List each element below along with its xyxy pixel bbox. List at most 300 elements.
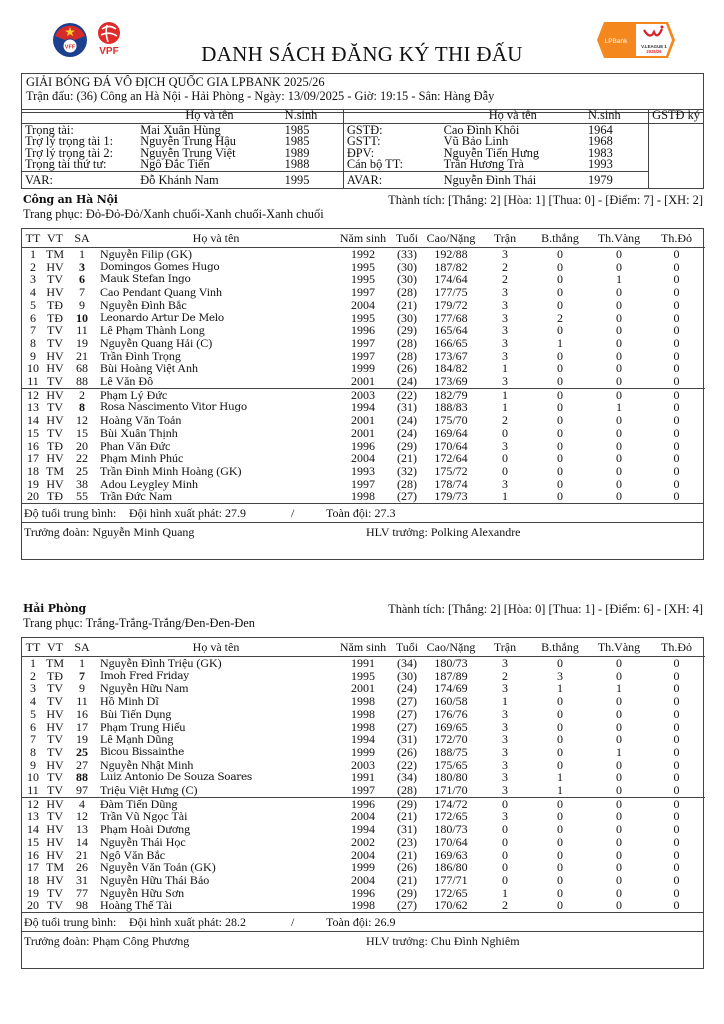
- player-red-cards: 0: [673, 694, 680, 709]
- player-height-weight: 179/72: [434, 297, 468, 312]
- player-position: TV: [47, 732, 63, 747]
- player-appearances: 3: [502, 809, 508, 824]
- player-shirt-number: 21: [76, 348, 88, 363]
- player-position: TM: [46, 463, 64, 478]
- player-yellow-cards: 0: [616, 885, 622, 900]
- official-role: Trợ lý trọng tài 1:: [25, 134, 114, 149]
- player-shirt-number: 8: [79, 400, 85, 415]
- player-age: (34): [397, 770, 417, 785]
- player-row: [22, 490, 705, 503]
- officials-header-birth2: N.sinh: [585, 110, 649, 123]
- player-number-order: 12: [22, 388, 44, 401]
- column-header: B.thắng: [530, 229, 590, 248]
- player-shirt-number: 1: [79, 656, 85, 670]
- player-shirt-number: 12: [76, 413, 88, 428]
- player-age: (28): [397, 285, 417, 300]
- player-goals: 3: [557, 668, 563, 683]
- player-yellow-cards: 0: [616, 361, 622, 376]
- player-appearances: 1: [502, 694, 508, 709]
- official-birth: 1985: [284, 134, 310, 149]
- player-yellow-cards: 0: [616, 463, 622, 478]
- staff-row: [22, 522, 703, 559]
- officials-header-name: Họ và tên: [137, 110, 281, 123]
- player-yellow-cards: 1: [616, 400, 622, 415]
- player-red-cards: 0: [673, 898, 680, 913]
- press-officer-name: Nguyễn Tiến Hưng: [443, 145, 540, 160]
- player-number-order: 15: [27, 425, 39, 440]
- player-birth-year: 1995: [351, 272, 375, 287]
- player-number-order: 8: [30, 335, 36, 350]
- player-yellow-cards: 0: [616, 668, 622, 683]
- player-birth-year: 1997: [351, 476, 375, 491]
- player-birth-year: 1996: [351, 323, 375, 338]
- player-goals: 0: [557, 694, 563, 709]
- column-header: VT: [44, 229, 66, 248]
- home-team-name: Công an Hà Nội: [23, 193, 118, 206]
- player-shirt-number: 11: [76, 694, 88, 709]
- player-goals: 0: [557, 732, 563, 747]
- player-red-cards: 0: [673, 361, 680, 376]
- player-age: (21): [397, 847, 417, 862]
- player-name: Lê Mạnh Dũng: [100, 732, 174, 747]
- player-birth-year: 1998: [351, 719, 375, 734]
- player-name: Adou Leygley Minh: [100, 476, 198, 491]
- player-name: Leonardo Artur De Melo: [100, 311, 224, 324]
- player-goals: 0: [557, 656, 563, 670]
- player-red-cards: 0: [673, 719, 680, 734]
- player-row: [22, 695, 705, 708]
- player-name: Domingos Gomes Hugo: [100, 260, 220, 273]
- column-header: Trận: [480, 638, 530, 657]
- player-yellow-cards: 0: [616, 374, 622, 389]
- player-name: Nguyễn Hữu Nam: [100, 681, 189, 696]
- player-yellow-cards: 0: [616, 348, 622, 363]
- player-goals: 0: [557, 885, 563, 900]
- player-position: TĐ: [47, 668, 63, 683]
- player-age: (22): [397, 757, 417, 772]
- player-yellow-cards: 0: [616, 809, 622, 824]
- player-age: (22): [392, 388, 422, 401]
- player-height-weight: 180/73: [434, 656, 468, 670]
- supervisor-signature-area: [649, 123, 703, 188]
- avar-name: Nguyễn Đình Thái: [441, 171, 585, 188]
- player-shirt-number: 27: [76, 757, 88, 772]
- official-role: Trọng tài:: [25, 122, 74, 137]
- player-age: (21): [397, 872, 417, 887]
- player-position: HV: [44, 797, 66, 810]
- player-red-cards: 0: [673, 335, 680, 350]
- player-red-cards: 0: [673, 489, 680, 504]
- player-appearances: 3: [502, 285, 508, 300]
- player-yellow-cards: 0: [616, 489, 622, 504]
- assistant-referee-1-name: Nguyễn Trung Hậu: [140, 134, 236, 149]
- away-team-header: [23, 602, 703, 630]
- player-number-order: 9: [30, 348, 36, 363]
- player-goals: 0: [557, 259, 563, 274]
- svg-text:LPBank: LPBank: [604, 38, 628, 45]
- player-birth-year: 1997: [351, 348, 375, 363]
- player-number-order: 5: [30, 706, 36, 721]
- player-red-cards: 0: [673, 476, 680, 491]
- player-red-cards: 0: [673, 310, 680, 325]
- player-height-weight: 187/89: [434, 668, 468, 683]
- player-height-weight: 177/68: [434, 310, 468, 325]
- media-officer-name: Trần Hương Trà: [443, 157, 524, 172]
- player-appearances: 3: [502, 706, 508, 721]
- player-appearances: 3: [502, 744, 508, 759]
- player-goals: 0: [557, 809, 563, 824]
- player-goals: 0: [557, 348, 563, 363]
- average-age-starting: Đội hình xuất phát: 27.9: [129, 506, 246, 521]
- player-row: [22, 465, 705, 478]
- player-yellow-cards: 0: [616, 719, 622, 734]
- player-age: (31): [397, 400, 417, 415]
- player-goals: 0: [557, 476, 563, 491]
- player-goals: 0: [530, 388, 590, 401]
- player-red-cards: 0: [673, 247, 680, 261]
- player-red-cards: 0: [673, 732, 680, 747]
- player-appearances: 0: [502, 451, 508, 466]
- player-name: Nguyễn Đình Bắc: [100, 297, 187, 312]
- player-number-order: 12: [22, 797, 44, 810]
- player-age: (29): [392, 797, 422, 810]
- player-name: Hồ Minh Dĩ: [100, 694, 159, 709]
- home-team-kit: Trang phục: Đỏ-Đỏ-Đỏ/Xanh chuối-Xanh chuối-Xanh chuối: [23, 207, 324, 221]
- player-age: (30): [397, 272, 417, 287]
- player-shirt-number: 13: [76, 822, 88, 837]
- match-info-box: [21, 73, 704, 113]
- player-height-weight: 179/73: [434, 489, 468, 504]
- average-age-label: Độ tuổi trung bình:: [24, 915, 117, 930]
- player-position: HV: [46, 834, 64, 849]
- player-shirt-number: 1: [79, 247, 85, 261]
- player-yellow-cards: 0: [616, 425, 622, 440]
- player-name: Cao Pendant Quang Vinh: [100, 285, 223, 300]
- player-yellow-cards: 0: [616, 259, 622, 274]
- player-red-cards: 0: [673, 770, 680, 785]
- player-number-order: 13: [27, 809, 39, 824]
- player-height-weight: 188/75: [434, 744, 468, 759]
- player-red-cards: 0: [673, 783, 680, 798]
- player-row: [22, 286, 705, 299]
- player-appearances: 0: [502, 847, 508, 862]
- player-shirt-number: 88: [76, 770, 88, 785]
- player-appearances: 3: [502, 374, 508, 389]
- player-shirt-number: 97: [76, 783, 88, 798]
- player-number-order: 3: [30, 272, 36, 287]
- player-yellow-cards: 0: [616, 822, 622, 837]
- player-number-order: 10: [27, 770, 39, 785]
- official-role: ĐPV:: [346, 145, 375, 160]
- player-age: (24): [397, 681, 417, 696]
- player-position: TĐ: [47, 438, 63, 453]
- player-position: HV: [46, 719, 64, 734]
- referee-assessor-name: Vũ Bảo Linh: [443, 134, 509, 149]
- player-birth-year: 2001: [351, 681, 375, 696]
- player-row: [22, 657, 705, 670]
- player-name: Phan Văn Đức: [100, 438, 171, 453]
- home-team-header: [23, 193, 703, 221]
- column-header: Tuổi: [392, 638, 422, 657]
- player-goals: 0: [557, 822, 563, 837]
- player-goals: 1: [557, 681, 563, 696]
- player-birth-year: 1999: [351, 860, 375, 875]
- player-yellow-cards: 0: [616, 860, 622, 875]
- player-shirt-number: 31: [76, 872, 88, 887]
- player-appearances: 0: [480, 797, 530, 810]
- player-red-cards: 0: [673, 348, 680, 363]
- player-row: [22, 899, 705, 912]
- player-goals: 0: [557, 463, 563, 478]
- player-name: Nguyễn Filip (GK): [100, 247, 192, 261]
- player-position: TV: [47, 272, 63, 287]
- player-yellow-cards: 0: [616, 285, 622, 300]
- player-position: TV: [47, 744, 63, 759]
- player-position: TV: [47, 770, 63, 785]
- player-goals: 0: [557, 872, 563, 887]
- player-position: HV: [46, 822, 64, 837]
- player-row: [22, 299, 705, 312]
- player-goals: 0: [557, 719, 563, 734]
- player-goals: 0: [557, 757, 563, 772]
- player-position: TV: [47, 374, 63, 389]
- player-position: TĐ: [47, 489, 63, 504]
- player-red-cards: 0: [648, 388, 705, 401]
- player-age: (21): [397, 297, 417, 312]
- player-appearances: 0: [502, 425, 508, 440]
- player-name: Nguyễn Văn Toản (GK): [100, 860, 216, 875]
- player-height-weight: 192/88: [434, 247, 468, 261]
- player-position: TĐ: [47, 310, 63, 325]
- player-row: [22, 427, 705, 440]
- player-name: Phạm Minh Phúc: [100, 451, 184, 466]
- player-appearances: 0: [502, 860, 508, 875]
- player-number-order: 13: [27, 400, 39, 415]
- average-age-all: Toàn đội: 26.9: [326, 915, 396, 930]
- player-age: (24): [397, 425, 417, 440]
- supervisor-sign-header: GSTĐ ký: [649, 110, 703, 123]
- player-position: TM: [46, 860, 64, 875]
- column-header: Năm sinh: [334, 638, 392, 657]
- player-row: [22, 823, 705, 836]
- player-yellow-cards: 0: [616, 898, 622, 913]
- player-yellow-cards: 0: [616, 247, 622, 261]
- player-name: Bùi Hoàng Việt Anh: [100, 361, 199, 376]
- player-birth-year: 1991: [351, 770, 375, 785]
- player-birth-year: 1998: [351, 706, 375, 721]
- player-shirt-number: 12: [76, 809, 88, 824]
- player-red-cards: 0: [673, 668, 680, 683]
- player-yellow-cards: 0: [616, 706, 622, 721]
- player-position: TM: [46, 656, 64, 670]
- player-name: Nguyễn Hữu Thái Bảo: [100, 872, 210, 887]
- player-position: HV: [46, 285, 64, 300]
- player-goals: 0: [557, 361, 563, 376]
- player-position: TV: [47, 694, 63, 709]
- player-appearances: 1: [502, 400, 508, 415]
- player-number-order: 16: [27, 438, 39, 453]
- player-appearances: 3: [502, 681, 508, 696]
- official-birth: 1983: [587, 145, 613, 160]
- player-age: (26): [397, 860, 417, 875]
- player-birth-year: 1999: [351, 361, 375, 376]
- player-yellow-cards: 0: [616, 732, 622, 747]
- player-name: Trần Đình Trọng: [100, 348, 181, 363]
- player-number-order: 6: [30, 719, 36, 734]
- player-red-cards: 0: [673, 297, 680, 312]
- assistant-referee-2-name: Nguyễn Trung Việt: [140, 145, 236, 160]
- official-birth: 1989: [284, 145, 310, 160]
- player-appearances: 0: [502, 463, 508, 478]
- player-number-order: 8: [30, 744, 36, 759]
- player-number-order: 2: [30, 259, 36, 274]
- player-age: (24): [397, 374, 417, 389]
- team-manager: Trưởng đoàn: Phạm Công Phương: [24, 934, 190, 949]
- player-birth-year: 2003: [334, 388, 392, 401]
- player-goals: 0: [557, 400, 563, 415]
- player-row: [22, 836, 705, 849]
- player-appearances: 0: [502, 822, 508, 837]
- player-appearances: 0: [502, 834, 508, 849]
- column-header: Cao/Nặng: [422, 638, 480, 657]
- player-birth-year: 1996: [351, 885, 375, 900]
- player-birth-year: 1997: [351, 285, 375, 300]
- player-number-order: 19: [27, 885, 39, 900]
- roster-header-row: [22, 229, 705, 248]
- column-header: Trận: [480, 229, 530, 248]
- player-yellow-cards: 0: [616, 656, 622, 670]
- player-birth-year: 1996: [334, 797, 392, 810]
- player-name: Phạm Trung Hiếu: [100, 719, 186, 734]
- player-name: Triệu Việt Hưng (C): [100, 783, 198, 798]
- player-red-cards: 0: [673, 425, 680, 440]
- player-row: [22, 375, 705, 388]
- column-header: Th.Đỏ: [648, 638, 705, 657]
- player-shirt-number: 68: [76, 361, 88, 376]
- player-appearances: 1: [502, 885, 508, 900]
- player-number-order: 9: [30, 757, 36, 772]
- player-height-weight: 169/65: [434, 719, 468, 734]
- player-red-cards: 0: [673, 272, 680, 287]
- player-goals: 0: [557, 425, 563, 440]
- player-number-order: 5: [30, 297, 36, 312]
- page-title: DANH SÁCH ĐĂNG KÝ THI ĐẤU: [201, 42, 523, 66]
- player-height-weight: 188/83: [434, 400, 468, 415]
- player-name: Đàm Tiến Dũng: [98, 797, 334, 810]
- player-goals: 0: [557, 247, 563, 261]
- player-age: (28): [397, 335, 417, 350]
- player-birth-year: 1997: [351, 335, 375, 350]
- column-header: Th.Vàng: [590, 638, 648, 657]
- player-birth-year: 1993: [351, 463, 375, 478]
- player-height-weight: 170/64: [434, 834, 468, 849]
- player-red-cards: 0: [673, 438, 680, 453]
- player-height-weight: 173/69: [434, 374, 468, 389]
- player-yellow-cards: 0: [590, 388, 648, 401]
- player-red-cards: 0: [673, 822, 680, 837]
- player-name: Nguyễn Hữu Sơn: [100, 885, 185, 900]
- player-goals: 1: [557, 770, 563, 785]
- column-header: VT: [44, 638, 66, 657]
- player-red-cards: 0: [673, 400, 680, 415]
- player-shirt-number: 16: [76, 706, 88, 721]
- player-number-order: 20: [27, 898, 39, 913]
- player-age: (21): [397, 809, 417, 824]
- player-number-order: 11: [27, 374, 39, 389]
- player-position: HV: [46, 757, 64, 772]
- player-red-cards: 0: [673, 259, 680, 274]
- player-appearances: 1: [502, 361, 508, 376]
- player-shirt-number: 98: [76, 898, 88, 913]
- column-header: TT: [22, 229, 44, 248]
- player-height-weight: 175/72: [434, 463, 468, 478]
- player-name: Bùi Tiến Dụng: [100, 706, 172, 721]
- player-age: (21): [397, 451, 417, 466]
- player-number-order: 14: [27, 822, 39, 837]
- player-position: TV: [47, 898, 63, 913]
- player-name: Phạm Hoài Dương: [100, 822, 191, 837]
- average-age-separator: /: [291, 915, 295, 930]
- player-shirt-number: 20: [76, 438, 88, 453]
- player-goals: 0: [557, 834, 563, 849]
- player-birth-year: 2004: [351, 297, 375, 312]
- player-name: Hoàng Thế Tài: [100, 898, 173, 913]
- player-number-order: 7: [30, 323, 36, 338]
- player-number-order: 14: [27, 413, 39, 428]
- player-appearances: 3: [502, 732, 508, 747]
- player-position: HV: [44, 388, 66, 401]
- player-row: [22, 746, 705, 759]
- svg-text:V.LEAGUE 1: V.LEAGUE 1: [641, 44, 667, 49]
- player-red-cards: 0: [673, 285, 680, 300]
- player-shirt-number: 26: [76, 860, 88, 875]
- player-number-order: 20: [27, 489, 39, 504]
- player-yellow-cards: 0: [616, 323, 622, 338]
- referee-name: Mai Xuân Hùng: [140, 122, 221, 137]
- player-goals: 0: [557, 438, 563, 453]
- player-appearances: 1: [480, 388, 530, 401]
- match-supervisor-name: Cao Đình Khôi: [443, 122, 520, 137]
- player-age: (31): [397, 732, 417, 747]
- team-manager: Trưởng đoàn: Nguyễn Minh Quang: [24, 525, 195, 540]
- player-yellow-cards: 0: [616, 872, 622, 887]
- player-yellow-cards: 1: [616, 681, 622, 696]
- player-age: (27): [397, 489, 417, 504]
- player-height-weight: 170/64: [434, 438, 468, 453]
- player-appearances: 3: [502, 438, 508, 453]
- player-height-weight: 180/80: [434, 770, 468, 785]
- player-height-weight: 177/71: [434, 872, 468, 887]
- player-position: TV: [47, 425, 63, 440]
- player-red-cards: 0: [673, 885, 680, 900]
- player-height-weight: 177/75: [434, 285, 468, 300]
- player-height-weight: 172/65: [434, 809, 468, 824]
- player-goals: 0: [557, 860, 563, 875]
- svg-text:VFF: VFF: [64, 44, 76, 51]
- player-yellow-cards: 0: [616, 451, 622, 466]
- player-birth-year: 2003: [351, 757, 375, 772]
- player-goals: 1: [557, 335, 563, 350]
- player-age: (29): [397, 438, 417, 453]
- player-number-order: 16: [27, 847, 39, 862]
- player-appearances: 2: [502, 413, 508, 428]
- player-position: HV: [46, 348, 64, 363]
- player-name: Nguyễn Đình Triệu (GK): [100, 656, 222, 670]
- player-age: (31): [397, 822, 417, 837]
- player-row: [22, 784, 705, 797]
- player-birth-year: 2004: [351, 847, 375, 862]
- player-shirt-number: 14: [76, 834, 88, 849]
